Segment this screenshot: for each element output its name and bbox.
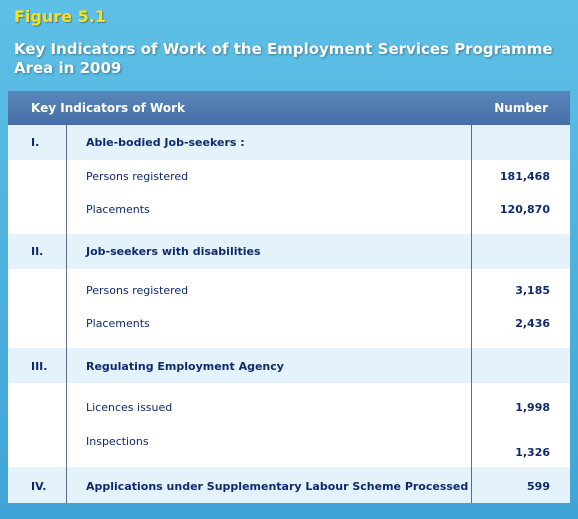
figure-label: Figure 5.1 [14,7,106,26]
column-divider-left [66,125,67,503]
section-number: I. [31,136,40,149]
section-number: IV. [31,480,47,493]
row-value: 1,326 [515,446,550,459]
section-heading: Job-seekers with disabilities [86,245,261,258]
row-label: Placements [86,317,150,330]
column-header-number: Number [494,101,548,115]
section-heading: Applications under Supplementary Labour Scheme Processed [86,480,469,493]
row-value: 2,436 [515,317,550,330]
row-label: Licences issued [86,401,173,414]
column-divider-right [471,125,472,503]
row-label: Persons registered [86,284,189,297]
column-header-indicator: Key Indicators of Work [31,101,185,115]
row-label: Placements [86,203,150,216]
section-heading: Able-bodied Job-seekers : [86,136,245,149]
indicators-table [8,91,570,503]
row-value: 181,468 [499,170,550,183]
row-label: Inspections [86,435,149,448]
figure-title: Key Indicators of Work of the Employment Services Programme Area in 2009 [14,40,553,77]
section-number: III. [31,360,48,373]
row-value: 3,185 [515,284,550,297]
section-heading: Regulating Employment Agency [86,360,284,373]
row-value: 120,870 [499,203,550,216]
row-value: 1,998 [515,401,550,414]
table-header [8,91,570,125]
row-label: Persons registered [86,170,189,183]
section-number: II. [31,245,44,258]
row-value: 599 [527,480,550,493]
